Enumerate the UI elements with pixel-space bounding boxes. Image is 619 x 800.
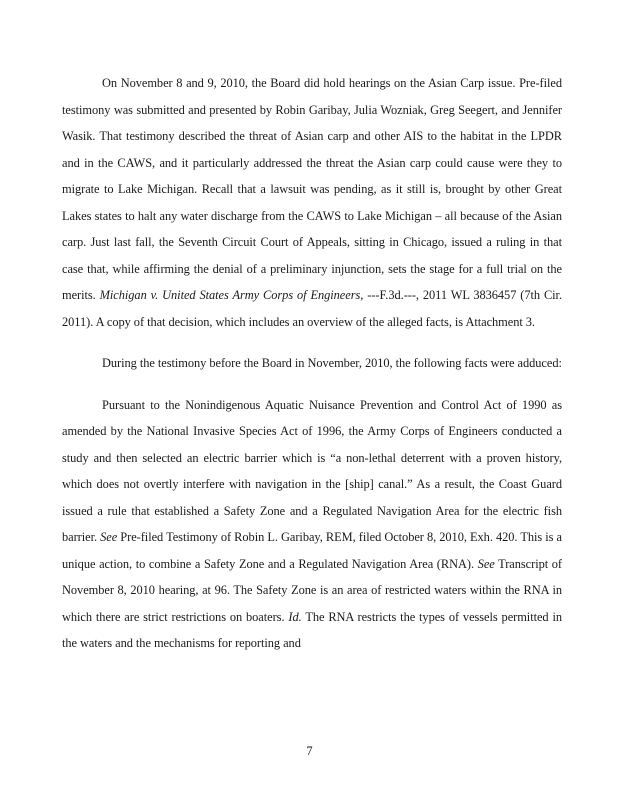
paragraph3-text-b: Pre-filed Testimony of Robin L. Garibay, REM, filed October 8, 2010, Exh. 420. This is a unique action, to combine a Safety Zone and a Regulated Navigation Area (RNA). xyxy=(62,530,562,571)
signal-see-1: See xyxy=(100,530,118,544)
case-citation-name: Michigan v. United States Army Corps of Engineers xyxy=(99,288,361,302)
paragraph1-text-b: , ---F.3d.---, 2011 WL 3836457 (7th Cir. 2011). A copy of that decision, which includes an overview of the alleged facts, is Attachment 3. xyxy=(62,288,562,329)
paragraph-asian-carp-hearings xyxy=(62,70,562,335)
paragraph1-text-a: On November 8 and 9, 2010, the Board did hold hearings on the Asian Carp issue. Pre-filed testimony was submitted and presented by Robin Garibay, Julia Wozniak, Greg Seegert, and Jennifer Wasik. That testimony described the threat of Asian carp and other AIS to the habitat in the LPDR and in the CAWS, and it particularly addressed the threat the Asian carp could cause were they to migrate to Lake Michigan. Recall that a lawsuit was pending, as it still is, brought by other Great Lakes states to halt any water discharge from the CAWS to Lake Michigan – all because of the Asian carp. Just last fall, the Seventh Circuit Court of Appeals, sitting in Chicago, issued a ruling in that case that, while affirming the denial of a preliminary injunction, sets the stage for a full trial on the merits. xyxy=(62,76,562,302)
paragraph-electric-barrier xyxy=(62,392,562,657)
paragraph3-text-c: Transcript of November 8, 2010 hearing, at 96. The Safety Zone is an area of restricted waters within the RNA in which there are strict restrictions on boaters. xyxy=(62,556,562,624)
paragraph3-text-a: Pursuant to the Nonindigenous Aquatic Nuisance Prevention and Control Act of 1990 as amended by the National Invasive Species Act of 1996, the Army Corps of Engineers conducted a study and then selected an electric barrier which is “a non-lethal deterrent with a proven history, which does not overtly interfere with navigation in the [ship] canal.” As a result, the Coast Guard issued a rule that established a Safety Zone and a Regulated Navigation Area for the electric fish barrier. xyxy=(62,397,562,544)
signal-see-2: See xyxy=(477,556,495,571)
page-number: 7 xyxy=(306,744,313,758)
document-body xyxy=(62,70,562,657)
signal-id: Id. xyxy=(288,609,302,624)
paragraph-testimony-intro: During the testimony before the Board in November, 2010, the following facts were adduced: xyxy=(102,356,562,370)
paragraph3-text-d: The RNA restricts the types of vessels permitted in the waters and the mechanisms for reporting and xyxy=(62,609,562,650)
